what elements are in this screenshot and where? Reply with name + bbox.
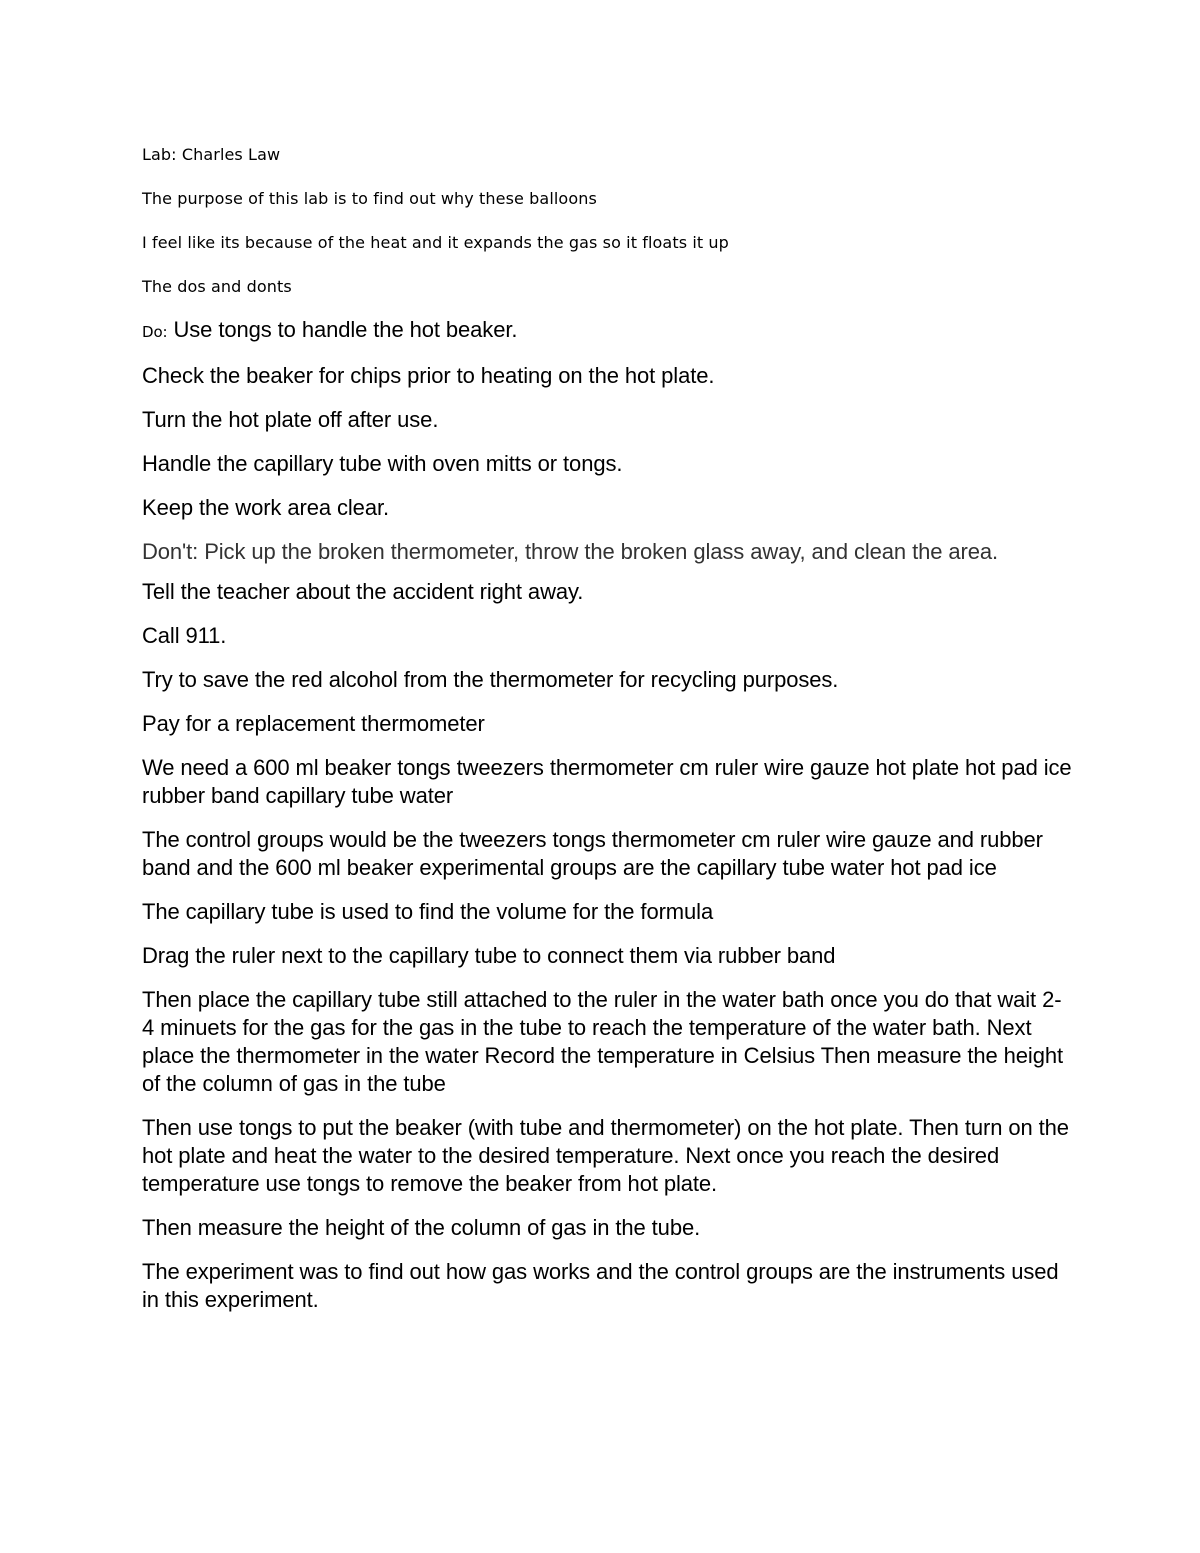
- document-body: [142, 144, 1072, 1330]
- dont-item: Try to save the red alcohol from the thermometer for recycling purposes.: [142, 667, 839, 692]
- materials-paragraph: We need a 600 ml beaker tongs tweezers thermometer cm ruler wire gauze hot plate hot pad ice rubber band capillary tube water: [142, 755, 1072, 808]
- procedure-paragraph-2: Then use tongs to put the beaker (with tube and thermometer) on the hot plate. Then turn on the hot plate and heat the water to the desired temperature. Next once you reach the desired temperature use tongs to remove the beaker from hot plate.: [142, 1115, 1069, 1196]
- hypothesis-line: I feel like its because of the heat and it expands the gas so it floats it up: [142, 233, 729, 252]
- do-item: Check the beaker for chips prior to heating on the hot plate.: [142, 363, 715, 388]
- dont-item: Tell the teacher about the accident right away.: [142, 579, 584, 604]
- lab-title: Lab: Charles Law: [142, 145, 281, 164]
- capillary-paragraph: The capillary tube is used to find the volume for the formula: [142, 899, 714, 924]
- do-item: Keep the work area clear.: [142, 495, 389, 520]
- do-item: Turn the hot plate off after use.: [142, 407, 439, 432]
- procedure-paragraph-1: Then place the capillary tube still attached to the ruler in the water bath once you do that wait 2-4 minuets for the gas for the gas in the tube to reach the temperature of the water bath. Next place the thermometer in the water Record the temperature in Celsius Then measure the height of the column of gas in the tube: [142, 987, 1063, 1096]
- do-item-text: Use tongs to handle the hot beaker.: [167, 317, 518, 342]
- purpose-line: The purpose of this lab is to find out why these balloons: [142, 189, 597, 208]
- dos-donts-heading: The dos and donts: [142, 277, 292, 296]
- dont-item: Call 911.: [142, 623, 227, 648]
- do-item: [142, 316, 1072, 346]
- control-groups-paragraph: The control groups would be the tweezers tongs thermometer cm ruler wire gauze and rubber band and the 600 ml beaker experimental groups are the capillary tube water hot pad ice: [142, 827, 1043, 880]
- measure-paragraph: Then measure the height of the column of gas in the tube.: [142, 1215, 701, 1240]
- conclusion-paragraph: The experiment was to find out how gas works and the control groups are the instruments used in this experiment.: [142, 1259, 1059, 1312]
- do-prefix: Do:: [142, 323, 168, 341]
- do-item: Handle the capillary tube with oven mitts or tongs.: [142, 451, 623, 476]
- dont-item: Don't: Pick up the broken thermometer, throw the broken glass away, and clean the area.: [142, 539, 999, 564]
- dont-item: Pay for a replacement thermometer: [142, 711, 485, 736]
- ruler-paragraph: Drag the ruler next to the capillary tube to connect them via rubber band: [142, 943, 836, 968]
